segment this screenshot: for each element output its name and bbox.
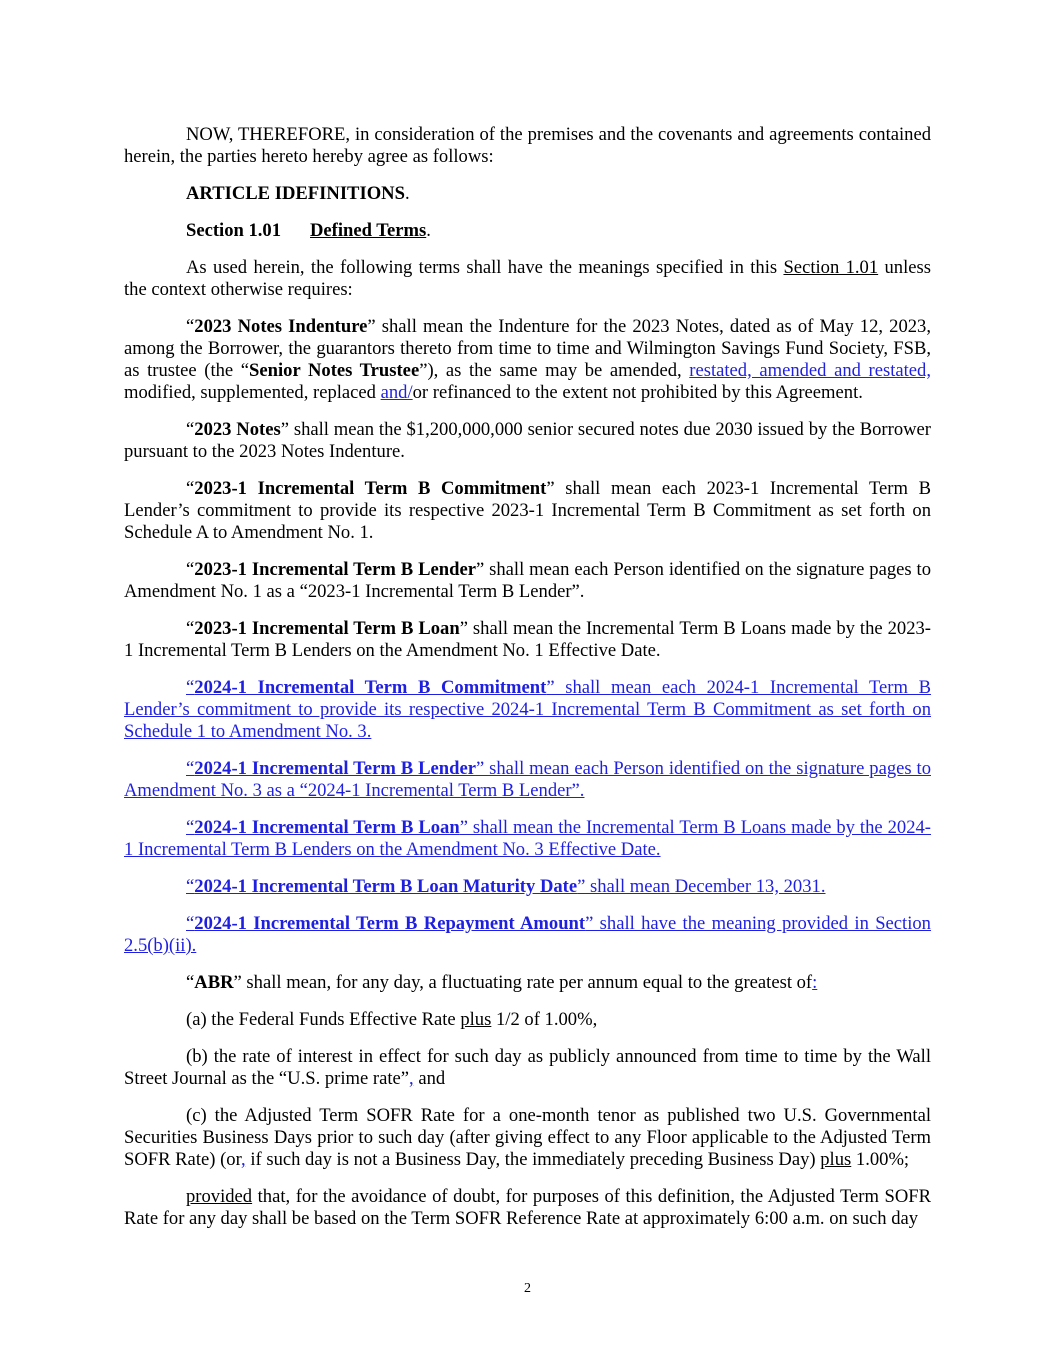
defined-term: ABR — [194, 972, 234, 993]
proviso-text: that, for the avoidance of doubt, for purposes of this definition, the Adjusted Term SOFR Rate for any day shall be based on the Term SOFR Reference Rate at approximately 6:00 a.m. on such day — [124, 1186, 931, 1229]
open-quote: “ — [186, 913, 195, 934]
article-punct: . — [404, 183, 410, 204]
inserted-text: , — [409, 1068, 414, 1089]
defined-term: 2023 Notes — [194, 419, 281, 440]
definition-2024-1-maturity-date — [124, 876, 931, 898]
open-quote: “ — [186, 972, 195, 993]
definition-text: ” shall mean each Person identified on the signature pages to Amendment No. 3 as a “2024-1 Incremental Term B Lender”. — [124, 758, 931, 801]
plus-term: plus — [460, 1009, 492, 1030]
section-title: Defined Terms — [310, 220, 427, 241]
definition-text: ” shall mean each 2023-1 Incremental Term B Lender’s commitment to provide its respective 2023-1 Incremental Term B Commitment as set forth on Schedule A to Amendment No. 1. — [124, 478, 931, 543]
open-quote: “ — [186, 478, 195, 499]
definition-text: ” shall have the meaning provided in Section 2.5(b)(ii). — [124, 913, 931, 956]
definition-text: ” shall mean each Person identified on the signature pages to Amendment No. 1 as a “2023-1 Incremental Term B Lender”. — [124, 559, 931, 602]
definition-text: ”), as the same may be amended, — [419, 360, 690, 381]
definition-text: or refinanced to the extent not prohibited by this Agreement. — [412, 382, 863, 403]
clause-text: if such day is not a Business Day, the immediately preceding Business Day) — [245, 1149, 821, 1170]
abr-clause-c — [124, 1105, 931, 1171]
definition-text: ” shall mean the Incremental Term B Loans made by the 2024-1 Incremental Term B Lenders on the Amendment No. 3 Effective Date. — [124, 817, 931, 860]
defined-term: 2024-1 Incremental Term B Repayment Amount — [194, 913, 586, 934]
inserted-text: , — [241, 1149, 246, 1170]
defined-term: 2023 Notes Indenture — [194, 316, 368, 337]
definition-2024-1-loan — [124, 817, 931, 861]
definition-text: ” shall mean, for any day, a fluctuating rate per annum equal to the greatest of — [233, 972, 813, 993]
usage-text-post: unless the context otherwise requires: — [124, 257, 931, 300]
document-page — [124, 124, 931, 1245]
usage-paragraph — [124, 257, 931, 301]
definition-2024-1-repayment-amount — [124, 913, 931, 957]
page-number: 2 — [524, 1281, 531, 1296]
definition-text: ” shall mean the Incremental Term B Loans made by the 2023-1 Incremental Term B Lenders on the Amendment No. 1 Effective Date. — [124, 618, 931, 661]
definition-text: modified, supplemented, replaced — [124, 382, 381, 403]
intro-text: NOW, THEREFORE, in consideration of the premises and the covenants and agreements contained herein, the parties hereto hereby agree as follows: — [124, 124, 931, 167]
definition-text: ” shall mean the $1,200,000,000 senior secured notes due 2030 issued by the Borrower pursuant to the 2023 Notes Indenture. — [124, 419, 931, 462]
section-punct: . — [426, 220, 431, 241]
inserted-text: and/ — [380, 382, 413, 403]
clause-text: (a) the Federal Funds Effective Rate — [186, 1009, 461, 1030]
defined-term: 2023-1 Incremental Term B Lender — [194, 559, 476, 580]
definition-text: ” shall mean December 13, 2031. — [577, 876, 826, 897]
definition-2023-notes — [124, 419, 931, 463]
section-heading — [124, 220, 931, 242]
clause-text: and — [413, 1068, 446, 1089]
definition-abr — [124, 972, 931, 994]
article-heading — [124, 183, 931, 205]
open-quote: “ — [186, 677, 195, 698]
open-quote: “ — [186, 817, 195, 838]
section-number: Section 1.01 — [186, 220, 282, 241]
clause-text: 1/2 of 1.00%, — [491, 1009, 598, 1030]
clause-text: 1.00%; — [851, 1149, 910, 1170]
defined-term: 2024-1 Incremental Term B Commitment — [194, 677, 547, 698]
article-label: ARTICLE I — [186, 183, 282, 204]
definition-2024-1-lender — [124, 758, 931, 802]
definition-2023-1-lender — [124, 559, 931, 603]
open-quote: “ — [186, 419, 195, 440]
definition-text: ” shall mean each 2024-1 Incremental Term B Lender’s commitment to provide its respective 2024-1 Incremental Term B Commitment as set forth on Schedule 1 to Amendment No. 3. — [124, 677, 931, 742]
definition-2024-1-commitment — [124, 677, 931, 743]
intro-paragraph — [124, 124, 931, 168]
provided-term: provided — [186, 1186, 253, 1207]
open-quote: “ — [186, 758, 195, 779]
open-quote: “ — [186, 876, 195, 897]
defined-term: 2024-1 Incremental Term B Loan — [194, 817, 460, 838]
article-title: DEFINITIONS — [281, 183, 405, 204]
open-quote: “ — [186, 316, 195, 337]
inserted-text: restated, amended and restated, — [689, 360, 931, 381]
plus-term: plus — [820, 1149, 852, 1170]
abr-clause-a — [124, 1009, 931, 1031]
defined-term-senior-notes-trustee: Senior Notes Trustee — [249, 360, 420, 381]
definition-2023-1-loan — [124, 618, 931, 662]
clause-text: (c) the Adjusted Term SOFR Rate for a one-month tenor as published two U.S. Governmental Securities Business Days prior to such day (after giving effect to any Floor applicable to the Adjusted Term SOFR Rate) (or — [124, 1105, 931, 1170]
definition-2023-1-commitment — [124, 478, 931, 544]
defined-term: 2024-1 Incremental Term B Loan Maturity Date — [194, 876, 578, 897]
section-reference: Section 1.01 — [783, 257, 879, 278]
definition-text: ” shall mean the Indenture for the 2023 Notes, dated as of May 12, 2023, among the Borrower, the guarantors thereto from time to time and Wilmington Savings Fund Society, FSB, as trustee (the “ — [124, 316, 932, 381]
abr-proviso — [124, 1186, 931, 1230]
defined-term: 2023-1 Incremental Term B Commitment — [194, 478, 547, 499]
inserted-text: : — [812, 972, 818, 993]
definition-2023-notes-indenture — [124, 316, 931, 404]
open-quote: “ — [186, 559, 195, 580]
open-quote: “ — [186, 618, 195, 639]
clause-text: (b) the rate of interest in effect for such day as publicly announced from time to time by the Wall Street Journal as the “U.S. prime rate” — [124, 1046, 931, 1089]
usage-text-pre: As used herein, the following terms shall have the meanings specified in this — [186, 257, 784, 278]
defined-term: 2023-1 Incremental Term B Loan — [194, 618, 460, 639]
defined-term: 2024-1 Incremental Term B Lender — [194, 758, 476, 779]
abr-clause-b — [124, 1046, 931, 1090]
